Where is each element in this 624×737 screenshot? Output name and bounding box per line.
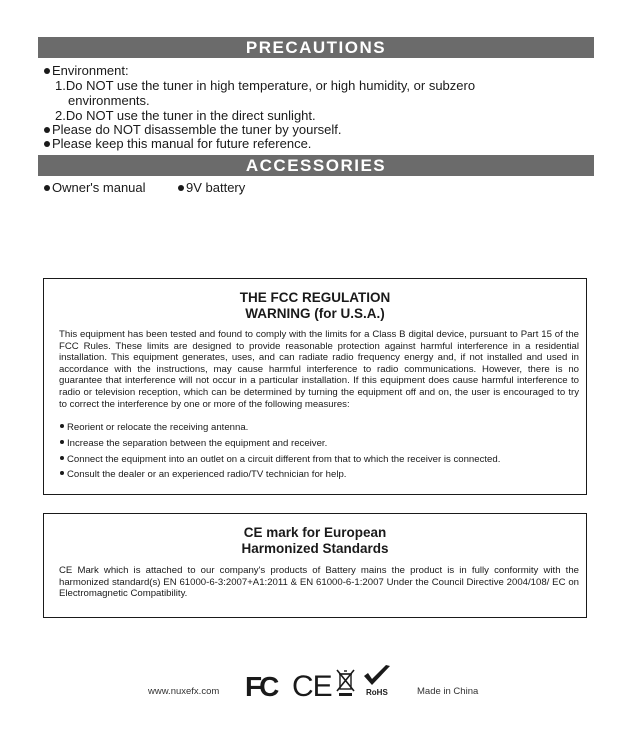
ce-paragraph: CE Mark which is attached to our company's products of Battery mains the product is in fully conformity with the harmonized standard(s) EN 61000-6-3:2007+A1:2011 & EN 61000-6-1:2007 Under the Council Directive 2004/108/ EC on Electromagnetic Compatibility. xyxy=(59,565,579,600)
bullet-icon xyxy=(44,141,50,147)
fcc-logo-icon: FC xyxy=(245,671,277,702)
measure-text: Increase the separation between the equipment and receiver. xyxy=(67,438,328,449)
rohs-check-icon xyxy=(362,664,392,688)
fcc-paragraph: This equipment has been tested and found to comply with the limits for a Class B digital device, pursuant to Part 15 of the FCC Rules. These limits are designed to provide reasonable protection against harmful interference in a residential installation. This equipment generates, uses, and can radiate radio frequency energy and, if not installed and used in accordance with the instructions, may cause harmful interference to radio communications. However, there is no guarantee that interference will not occur in a particular installation. If this equipment does cause harmful interference to radio or television reception, which can be determined by turning the equipment off and on, the user is encouraged to try to correct the interference by one or more of the following measures: xyxy=(59,329,579,410)
fcc-measure-2 xyxy=(60,438,327,450)
fcc-regulation-box xyxy=(43,278,587,495)
environment-label: Environment: xyxy=(52,63,129,78)
precaution-item-1: 1.Do NOT use the tuner in high temperature, or high humidity, or subzero xyxy=(55,78,476,93)
measure-text: Reorient or relocate the receiving antenna. xyxy=(67,422,249,433)
rohs-label: RoHS xyxy=(366,688,388,697)
environment-line xyxy=(44,63,129,78)
accessory-item-manual xyxy=(44,180,146,195)
weee-bin-icon xyxy=(336,669,356,697)
accessories-header: ACCESSORIES xyxy=(38,155,594,176)
ce-title-line-2: Harmonized Standards xyxy=(241,541,389,556)
bullet-icon xyxy=(60,471,64,475)
made-in-text: Made in China xyxy=(417,686,479,697)
ce-logo-icon: CE xyxy=(292,670,332,703)
disassemble-text: Please do NOT disassemble the tuner by yourself. xyxy=(52,122,342,137)
bullet-icon xyxy=(178,185,184,191)
disassemble-line xyxy=(44,122,342,137)
accessory-item-battery xyxy=(178,180,245,195)
measure-text: Connect the equipment into an outlet on a circuit different from that to which the receiver is connected. xyxy=(67,454,501,465)
ce-title-line-1: CE mark for European xyxy=(243,525,387,540)
fcc-measure-3 xyxy=(60,454,500,466)
precaution-item-2: 2.Do NOT use the tuner in the direct sunlight. xyxy=(55,108,316,123)
bullet-icon xyxy=(44,127,50,133)
fcc-title-line-1: THE FCC REGULATION xyxy=(239,290,391,305)
website-text: www.nuxefx.com xyxy=(148,686,220,697)
accessory-label: 9V battery xyxy=(186,180,246,195)
keep-manual-line xyxy=(44,136,311,151)
bullet-icon xyxy=(60,440,64,444)
accessory-label: Owner's manual xyxy=(52,180,146,195)
fcc-title-line-2: WARNING (for U.S.A.) xyxy=(245,306,385,321)
bullet-icon xyxy=(44,68,50,74)
measure-text: Consult the dealer or an experienced radio/TV technician for help. xyxy=(67,469,347,480)
precaution-item-1-cont: environments. xyxy=(68,93,150,108)
precautions-header: PRECAUTIONS xyxy=(38,37,594,58)
keep-manual-text: Please keep this manual for future reference. xyxy=(52,136,312,151)
bullet-icon xyxy=(60,456,64,460)
fcc-measure-4 xyxy=(60,469,346,481)
fcc-measure-1 xyxy=(60,422,248,434)
bullet-icon xyxy=(44,185,50,191)
ce-mark-box xyxy=(43,513,587,618)
bullet-icon xyxy=(60,424,64,428)
